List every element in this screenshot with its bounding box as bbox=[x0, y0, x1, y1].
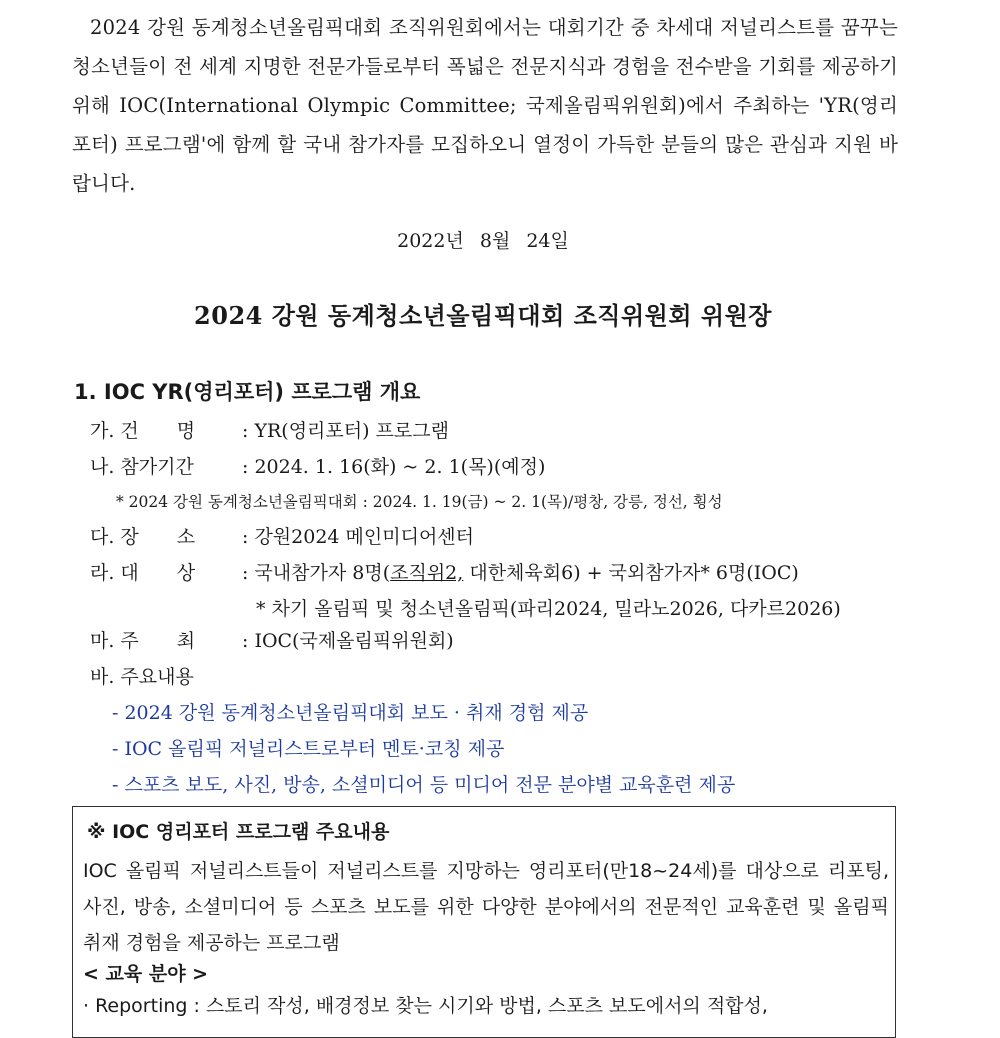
content-item: - 스포츠 보도, 사진, 방송, 소셜미디어 등 미디어 전문 분야별 교육훈련 제공 bbox=[112, 774, 736, 796]
item-value: : 국내참가자 8명( bbox=[242, 562, 391, 584]
item-period bbox=[90, 452, 545, 479]
intro-paragraph: 2024 강원 동계청소년올림픽대회 조직위원회에서는 대회기간 중 차세대 저널리스트를 꿈꾸는 청소년들이 전 세계 지명한 전문가들로부터 폭넓은 전문지식과 경험을 전수받을 기회를 제공하기 위해 IOC(International Olympic Committee; 국제올림픽위원회)에서 주최하는 'YR(영리포터) 프로그램'에 함께 할 국내 참가자를 모집하오니 열정이 가득한 분들의 많은 관심과 지원 바랍니다. bbox=[72, 16, 898, 195]
item-label: 라. 대 상 bbox=[90, 562, 196, 584]
item-program-name bbox=[90, 416, 449, 443]
item-label: 나. 참가기간 bbox=[90, 456, 194, 478]
item-value: : YR(영리포터) 프로그램 bbox=[242, 420, 449, 442]
box-body: IOC 올림픽 저널리스트들이 저널리스트를 지망하는 영리포터(만18~24세)를 대상으로 리포팅, 사진, 방송, 소셜미디어 등 스포츠 보도를 위한 다양한 분야에서의 전문적인 교육훈련 및 올림픽 취재 경험을 제공하는 프로그램 bbox=[83, 860, 889, 954]
item-value: : 강원2024 메인미디어센터 bbox=[242, 526, 475, 548]
section-title: 1. IOC YR(영리포터) 프로그램 개요 bbox=[74, 380, 421, 404]
item-label: 마. 주 최 bbox=[90, 630, 196, 652]
target-note: * 차기 올림픽 및 청소년올림픽(파리2024, 밀라노2026, 다카르2026) bbox=[256, 598, 841, 620]
item-value-underlined: 조직위2, bbox=[390, 562, 464, 584]
announcement-date: 2022년 8월 24일 bbox=[397, 230, 569, 252]
item-target bbox=[90, 558, 799, 585]
item-value: : IOC(국제올림픽위원회) bbox=[242, 630, 454, 652]
item-label: 다. 장 소 bbox=[90, 526, 196, 548]
content-item: - IOC 올림픽 저널리스트로부터 멘토·코칭 제공 bbox=[112, 738, 505, 760]
item-label: 가. 건 명 bbox=[90, 420, 196, 442]
program-info-box bbox=[72, 806, 896, 1038]
item-value: : 2024. 1. 16(화) ~ 2. 1(목)(예정) bbox=[242, 456, 546, 478]
item-place bbox=[90, 522, 474, 549]
content-item: - 2024 강원 동계청소년올림픽대회 보도 · 취재 경험 제공 bbox=[112, 702, 589, 724]
period-note: * 2024 강원 동계청소년올림픽대회 : 2024. 1. 19(금) ~ 2. 1(목)/평창, 강릉, 정선, 횡성 bbox=[116, 493, 723, 511]
item-value: 대한체육회6) + 국외참가자* 6명(IOC) bbox=[463, 562, 799, 584]
box-title: ※ IOC 영리포터 프로그램 주요내용 bbox=[87, 821, 390, 843]
signatory-title: 2024 강원 동계청소년올림픽대회 조직위원회 위원장 bbox=[194, 301, 772, 330]
item-host bbox=[90, 626, 454, 653]
item-contents-label: 바. 주요내용 bbox=[90, 666, 194, 688]
box-partial-line: · Reporting : 스토리 작성, 배경정보 찾는 시기와 방법, 스포츠 보도에서의 적합성, bbox=[83, 995, 768, 1017]
box-subheading: < 교육 분야 > bbox=[83, 963, 209, 985]
